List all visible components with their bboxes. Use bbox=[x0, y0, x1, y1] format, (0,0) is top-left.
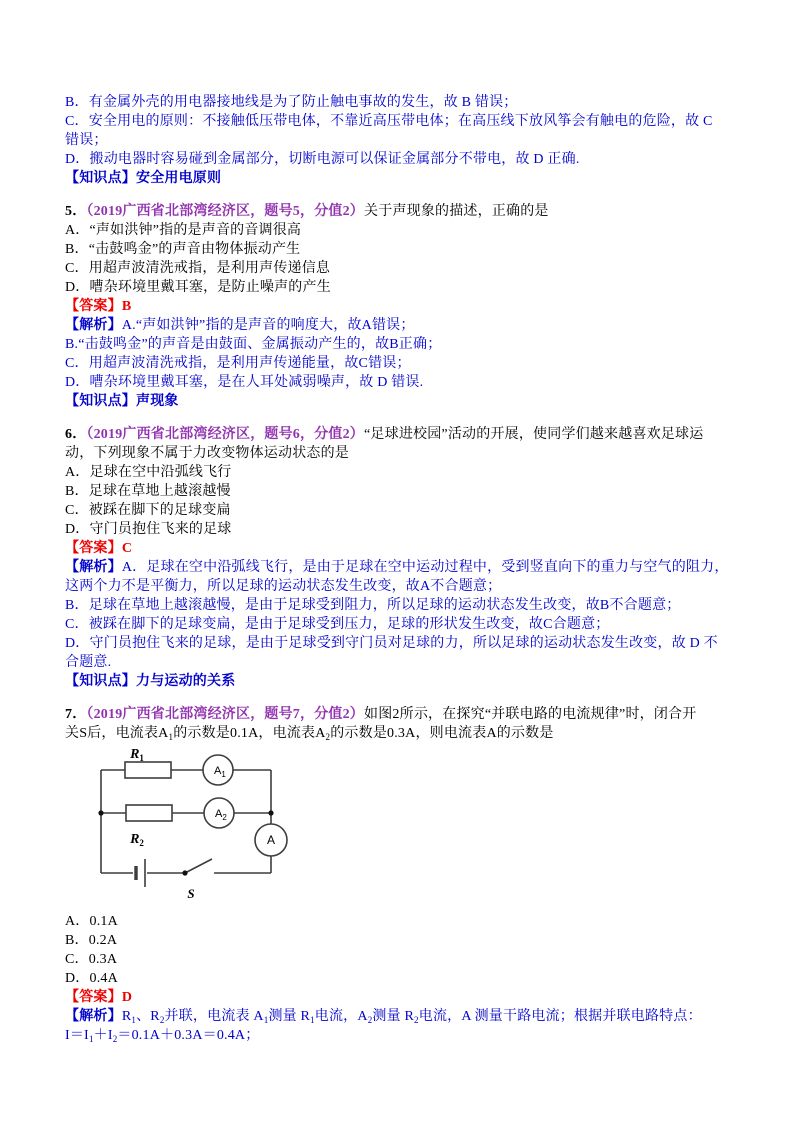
text-segment: 1 bbox=[88, 1034, 94, 1044]
text-segment: B．有金属外壳的用电器接地线是为了防止触电事故的发生，故 B 错误； bbox=[65, 95, 518, 110]
text-segment: 、R bbox=[136, 1009, 160, 1024]
text-segment: 5． bbox=[65, 204, 87, 219]
text-segment: C．用超声波清洗戒指，是利用声传递能量，故C错误； bbox=[65, 356, 411, 371]
text-line bbox=[65, 705, 736, 724]
text-segment: 2 bbox=[367, 1015, 373, 1025]
text-line bbox=[65, 596, 736, 615]
text-line bbox=[65, 150, 736, 169]
text-line bbox=[65, 297, 736, 316]
text-segment: C．被踩在脚下的足球变扁 bbox=[65, 503, 231, 518]
text-line bbox=[65, 335, 736, 354]
label-switch: S bbox=[187, 886, 195, 901]
text-line bbox=[65, 969, 736, 988]
text-line bbox=[65, 169, 736, 188]
text-segment: 声现象 bbox=[136, 394, 179, 409]
text-line bbox=[65, 131, 736, 150]
label-a2: $A_2$ bbox=[215, 808, 227, 822]
question7-intro-section bbox=[65, 705, 736, 743]
text-segment: 测量 R bbox=[268, 1009, 311, 1024]
text-line bbox=[65, 931, 736, 950]
text-segment: 【答案】 bbox=[65, 990, 122, 1005]
text-segment: A．“声如洪钟”指的是声音的音调很高 bbox=[65, 223, 302, 238]
resistor-r1 bbox=[125, 762, 171, 778]
text-segment: 2 bbox=[414, 1015, 419, 1025]
label-r2: $R_2$ bbox=[130, 832, 144, 848]
text-segment: D．嘈杂环境里戴耳塞，是在人耳处减弱噪声，故 D 错误. bbox=[65, 375, 424, 390]
label-a: A bbox=[266, 833, 276, 847]
text-segment: 2 bbox=[112, 1034, 118, 1044]
text-segment: 关于声现象的描述，正确的是 bbox=[364, 204, 549, 219]
circuit-diagram bbox=[81, 746, 293, 904]
text-segment: 1 bbox=[310, 1015, 315, 1025]
text-line bbox=[65, 221, 736, 240]
text-segment: （2019广西省北部湾经济区，题号7，分值2） bbox=[86, 707, 365, 722]
text-line bbox=[65, 912, 736, 931]
text-line bbox=[65, 539, 736, 558]
text-line bbox=[65, 316, 736, 335]
text-line bbox=[65, 354, 736, 373]
text-segment: D．嘈杂环境里戴耳塞，是防止噪声的产生 bbox=[65, 280, 331, 295]
text-segment: 【解析】 bbox=[65, 318, 122, 333]
text-line bbox=[65, 259, 736, 278]
text-line bbox=[65, 520, 736, 539]
text-segment: 关S后，电流表A bbox=[65, 726, 169, 741]
text-segment: B．“击鼓鸣金”的声音由物体振动产生 bbox=[65, 242, 301, 257]
text-line bbox=[65, 278, 736, 297]
text-segment: B．足球在草地上越滚越慢 bbox=[65, 484, 231, 499]
question4-analysis-section bbox=[65, 93, 736, 188]
text-line bbox=[65, 615, 736, 634]
text-segment: C．用超声波清洗戒指，是利用声传递信息 bbox=[65, 261, 331, 276]
text-segment: 并联，电流表 A bbox=[164, 1009, 264, 1024]
text-segment: D．搬动电器时容易碰到金属部分，切断电源可以保证金属部分不带电，故 D 正确. bbox=[65, 152, 580, 167]
text-segment: 【解析】 bbox=[65, 1009, 122, 1024]
switch-lever-icon bbox=[185, 859, 212, 873]
text-segment: 这两个力不是平衡力，所以足球的运动状态发生改变，故A不合题意； bbox=[65, 579, 502, 594]
text-segment: A．0.1A bbox=[65, 914, 118, 929]
label-r1: $R_1$ bbox=[130, 747, 144, 763]
text-segment: 【知识点】 bbox=[65, 674, 136, 689]
circuit-figure bbox=[81, 746, 736, 909]
text-segment: 7． bbox=[65, 707, 87, 722]
text-line bbox=[65, 1026, 736, 1045]
question7-options-answer-section bbox=[65, 912, 736, 1045]
text-line bbox=[65, 724, 736, 743]
text-segment: C．安全用电的原则：不接触低压带电体，不靠近高压带电体；在高压线下放风筝会有触电的危险，故 C bbox=[65, 114, 713, 129]
text-segment: D．守门员抱住飞来的足球，是由于足球受到守门员对足球的力，所以足球的运动状态发生改变，故 D 不 bbox=[65, 636, 718, 651]
text-line bbox=[65, 482, 736, 501]
switch-pivot-dot bbox=[182, 870, 187, 875]
text-segment: D bbox=[121, 990, 133, 1005]
text-segment: 1 bbox=[168, 732, 174, 742]
text-segment: 【解析】 bbox=[65, 560, 122, 575]
label-a1: $A_1$ bbox=[214, 765, 226, 779]
resistor-r2 bbox=[126, 805, 172, 821]
text-line bbox=[65, 112, 736, 131]
text-segment: 如图2所示，在探究“并联电路的电流规律”时，闭合开 bbox=[364, 707, 697, 722]
text-line bbox=[65, 653, 736, 672]
text-segment: “足球进校园”活动的开展，使同学们越来越喜欢足球运 bbox=[364, 427, 704, 442]
text-segment: （2019广西省北部湾经济区，题号6，分值2） bbox=[86, 427, 365, 442]
text-line bbox=[65, 463, 736, 482]
text-line bbox=[65, 577, 736, 596]
text-segment: A．足球在空中沿弧线飞行 bbox=[65, 465, 232, 480]
text-segment: ＝0.1A＋0.3A＝0.4A； bbox=[117, 1028, 260, 1043]
text-segment: 测量 R bbox=[372, 1009, 415, 1024]
text-segment: 的示数是0.1A，电流表A bbox=[173, 726, 326, 741]
text-segment: I＝I bbox=[65, 1028, 89, 1043]
text-segment: C bbox=[121, 541, 133, 556]
text-segment: C．0.3A bbox=[65, 952, 118, 967]
question5-section bbox=[65, 202, 736, 411]
text-segment: 【答案】 bbox=[65, 541, 122, 556]
text-line bbox=[65, 93, 736, 112]
text-segment: 2 bbox=[325, 732, 331, 742]
text-line bbox=[65, 373, 736, 392]
text-segment: D．0.4A bbox=[65, 971, 118, 986]
text-segment: 的示数是0.3A，则电流表A的示数是 bbox=[330, 726, 554, 741]
text-segment: 安全用电原则 bbox=[136, 171, 222, 186]
text-line bbox=[65, 1007, 736, 1026]
text-segment: 【知识点】 bbox=[65, 394, 136, 409]
text-segment: 1 bbox=[263, 1015, 269, 1025]
text-segment: 电流，A bbox=[314, 1009, 368, 1024]
text-segment: 合题意. bbox=[65, 655, 112, 670]
junction-dot-left bbox=[98, 810, 103, 815]
text-segment: （2019广西省北部湾经济区，题号5，分值2） bbox=[86, 204, 365, 219]
text-segment: B．足球在草地上越滚越慢，是由于足球受到阻力，所以足球的运动状态发生改变，故B不合题意； bbox=[65, 598, 681, 613]
text-segment: 错误； bbox=[65, 133, 108, 148]
text-segment: C．被踩在脚下的足球变扁，是由于足球受到压力，足球的形状发生改变，故C合题意； bbox=[65, 617, 610, 632]
text-line bbox=[65, 202, 736, 221]
text-line bbox=[65, 558, 736, 577]
text-line bbox=[65, 950, 736, 969]
text-segment: ＋I bbox=[93, 1028, 113, 1043]
text-segment: B．0.2A bbox=[65, 933, 118, 948]
text-segment: 力与运动的关系 bbox=[136, 674, 236, 689]
junction-dot-right bbox=[268, 810, 273, 815]
text-segment: 6． bbox=[65, 427, 87, 442]
text-line bbox=[65, 634, 736, 653]
text-segment: A.“声如洪钟”指的是声音的响度大，故A错误； bbox=[121, 318, 415, 333]
text-line bbox=[65, 425, 736, 444]
text-segment: 电流，A 测量干路电流；根据并联电路特点： bbox=[418, 1009, 702, 1024]
text-line bbox=[65, 988, 736, 1007]
text-segment: B bbox=[121, 299, 132, 314]
text-segment: 动，下列现象不属于力改变物体运动状态的是 bbox=[65, 446, 349, 461]
text-line bbox=[65, 240, 736, 259]
text-segment: R bbox=[121, 1009, 132, 1024]
text-segment: B.“击鼓鸣金”的声音是由鼓面、金属振动产生的，故B正确； bbox=[65, 337, 442, 352]
text-segment: 2 bbox=[159, 1015, 165, 1025]
text-segment: 【答案】 bbox=[65, 299, 122, 314]
text-line bbox=[65, 444, 736, 463]
text-line bbox=[65, 392, 736, 411]
text-segment: 【知识点】 bbox=[65, 171, 136, 186]
text-line bbox=[65, 501, 736, 520]
text-segment: D．守门员抱住飞来的足球 bbox=[65, 522, 232, 537]
text-line bbox=[65, 672, 736, 691]
text-segment: 1 bbox=[131, 1015, 137, 1025]
text-segment: A．足球在空中沿弧线飞行，是由于足球在空中运动过程中，受到竖直向下的重力与空气的阻力， bbox=[121, 560, 729, 575]
question6-section bbox=[65, 425, 736, 691]
